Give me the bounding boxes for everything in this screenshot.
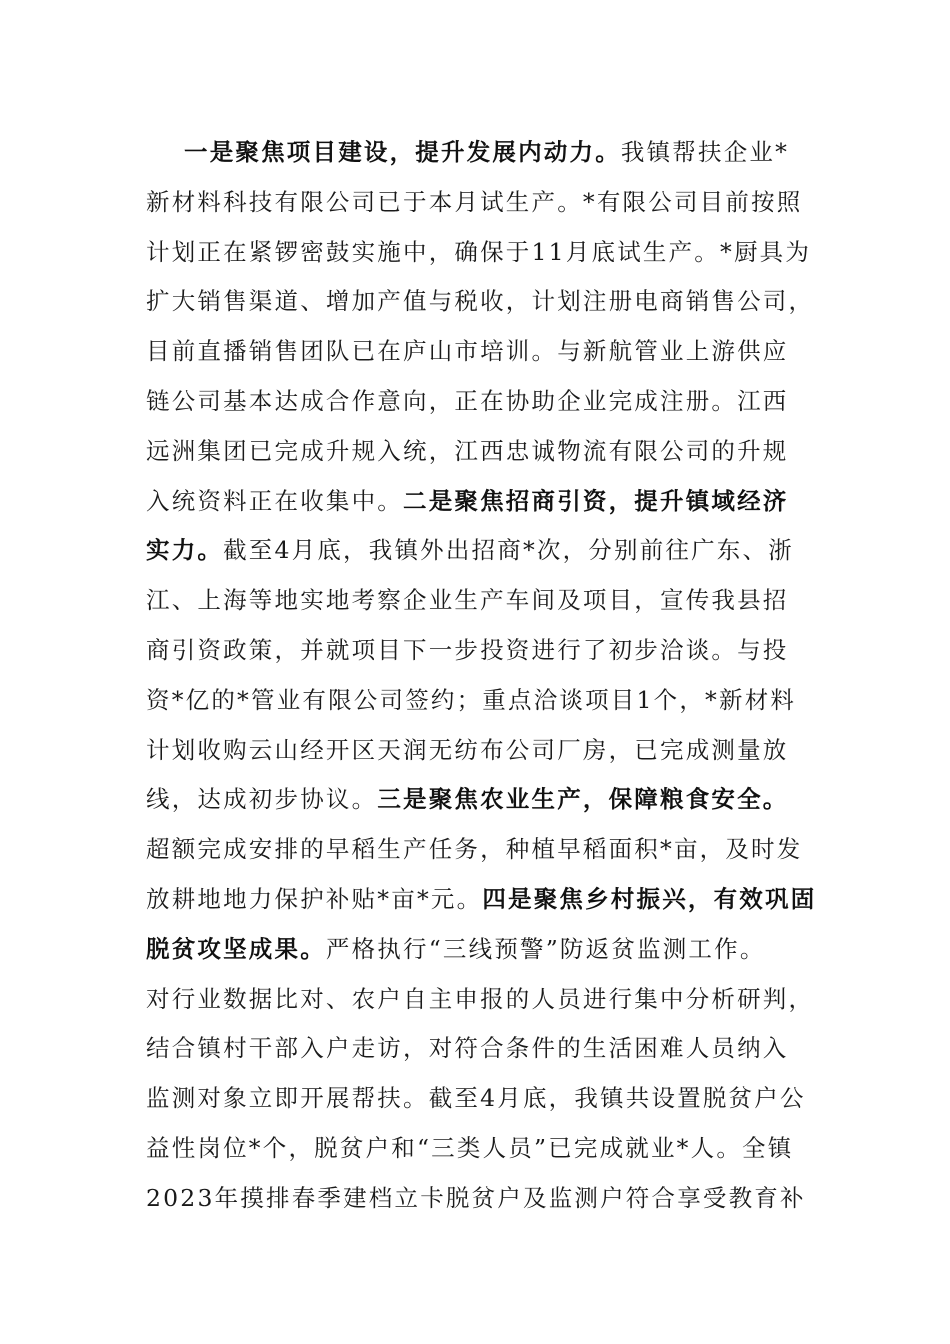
- body-text: 扩大销售渠道、增加产值与税收，计划注册电商销售公司，: [146, 287, 815, 316]
- body-text: 放耕地地力保护补贴*亩*元。: [146, 884, 483, 913]
- text-line: [146, 825, 808, 875]
- bold-heading-text: 三是聚焦农业生产，保障粮食安全。: [377, 785, 789, 814]
- body-text: 结合镇村干部入户走访，对符合条件的生活困难人员纳入: [146, 1034, 789, 1063]
- body-text: 新材料科技有限公司已于本月试生产。*有限公司目前按照: [146, 187, 803, 216]
- body-text: 2023年摸排春季建档立卡脱贫户及监测户符合享受教育补: [146, 1183, 806, 1212]
- body-paragraph: [146, 128, 817, 1224]
- text-line: [146, 477, 808, 527]
- text-line: [146, 1174, 808, 1224]
- body-text: 线，达成初步协议。: [146, 785, 378, 814]
- body-text: 益性岗位*个，脱贫户和“三类人员”已完成就业*人。全镇: [146, 1133, 794, 1162]
- text-line: [146, 975, 815, 1025]
- body-text: 计划收购云山经开区天润无纺布公司厂房，已完成测量放: [146, 735, 789, 764]
- body-text: 严格执行“三线预警”防返贫监测工作。: [325, 934, 766, 963]
- text-line: [146, 327, 808, 377]
- text-line: [146, 1074, 808, 1124]
- text-line: [146, 1124, 808, 1174]
- bold-heading-text: 四是聚焦乡村振兴，有效巩固: [482, 884, 817, 913]
- bold-heading-text: 一是聚焦项目建设，提升发展内动力。: [184, 138, 621, 166]
- text-line: [146, 676, 808, 726]
- body-text: 监测对象立即开展帮扶。截至4月底，我镇共设置脱贫户公: [146, 1084, 806, 1113]
- body-text: 超额完成安排的早稻生产任务，种植早稻面积*亩，及时发: [146, 835, 803, 864]
- text-line: [146, 377, 808, 427]
- text-line: [146, 277, 815, 327]
- body-text: 我镇帮扶企业*: [620, 138, 790, 166]
- text-line: [146, 626, 808, 676]
- bold-heading-text: 二是聚焦招商引资，提升镇域经济: [403, 486, 789, 515]
- bold-heading-text: 实力。: [146, 536, 224, 565]
- text-line: [146, 925, 808, 975]
- text-line: [146, 178, 808, 228]
- text-line: [146, 875, 817, 925]
- body-text: 资*亿的*管业有限公司签约；重点洽谈项目1个，*新材料: [146, 685, 797, 714]
- text-line: [146, 726, 808, 776]
- text-line: [146, 775, 808, 825]
- text-line: [146, 1024, 808, 1074]
- body-text: 入统资料正在收集中。: [146, 486, 403, 515]
- body-text: 计划正在紧锣密鼓实施中，确保于11月底试生产。*厨具为: [146, 237, 812, 266]
- bold-heading-text: 脱贫攻坚成果。: [146, 934, 326, 963]
- body-text: 链公司基本达成合作意向，正在协助企业完成注册。江西: [146, 386, 789, 415]
- text-line: [146, 128, 808, 178]
- body-text: 截至4月底，我镇外出招商*次，分别前往广东、浙: [223, 536, 794, 565]
- text-line: [146, 526, 808, 576]
- body-text: 远洲集团已完成升规入统，江西忠诚物流有限公司的升规: [146, 436, 789, 465]
- text-line: [146, 576, 808, 626]
- body-text: 目前直播销售团队已在庐山市培训。与新航管业上游供应: [146, 337, 789, 366]
- body-text: 商引资政策，并就项目下一步投资进行了初步洽谈。与投: [146, 635, 789, 664]
- text-line: [146, 228, 812, 278]
- body-text: 江、上海等地实地考察企业生产车间及项目，宣传我县招: [146, 586, 789, 615]
- text-line: [146, 427, 808, 477]
- body-text: 对行业数据比对、农户自主申报的人员进行集中分析研判，: [146, 984, 815, 1013]
